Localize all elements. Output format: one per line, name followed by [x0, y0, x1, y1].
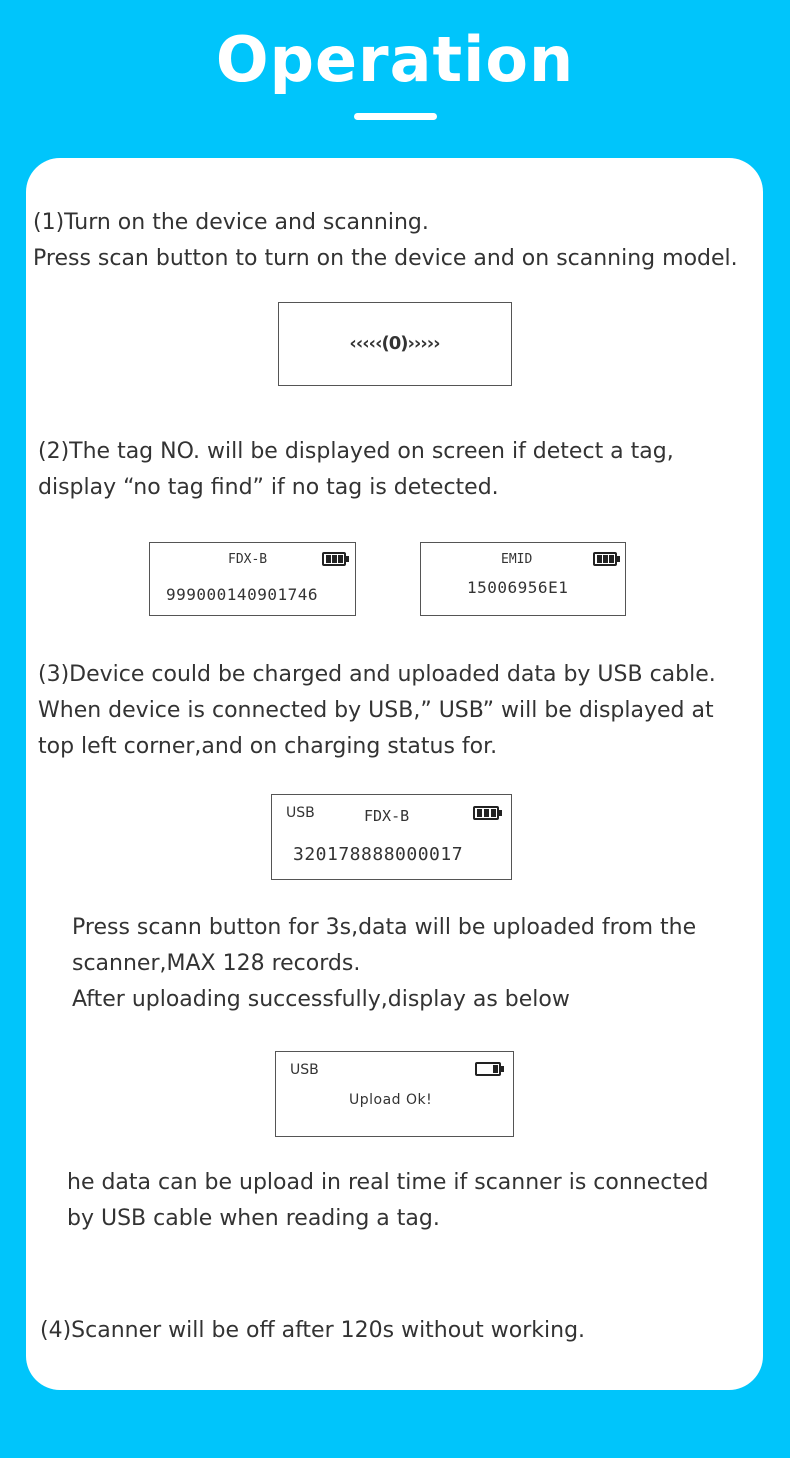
tag-number: 15006956E1	[467, 578, 569, 597]
step2-description: display “no tag find” if no tag is detected.	[38, 475, 499, 500]
tag-type-label: EMID	[501, 552, 533, 567]
upload-ok-screen	[275, 1051, 514, 1137]
scanning-screen	[278, 302, 512, 386]
emid-screen	[420, 542, 626, 616]
step3-description-line2: When device is connected by USB,” USB” will be displayed at	[38, 698, 714, 723]
page-title: Operation	[215, 23, 575, 96]
step4-heading: (4)Scanner will be off after 120s without working.	[40, 1318, 586, 1343]
upload-instructions-line1: Press scann button for 3s,data will be uploaded from the	[72, 915, 697, 940]
upload-status-message: Upload Ok!	[349, 1092, 433, 1108]
tag-number: 999000140901746	[166, 585, 318, 604]
tag-type-label: FDX-B	[364, 807, 410, 825]
battery-icon	[475, 1062, 501, 1076]
tag-number: 320178888000017	[293, 844, 464, 865]
scanning-indicator: ‹‹‹‹‹(0)›››››	[349, 333, 440, 354]
battery-icon	[322, 552, 346, 566]
step1-heading: (1)Turn on the device and scanning.	[33, 210, 429, 235]
usb-fdxb-screen	[271, 794, 512, 880]
step1-description: Press scan button to turn on the device and on scanning model.	[33, 246, 738, 271]
battery-icon	[473, 806, 499, 820]
step3-description-line3: top left corner,and on charging status for.	[38, 734, 498, 759]
usb-label: USB	[286, 805, 315, 821]
usb-label: USB	[290, 1062, 319, 1078]
upload-instructions-line3: After uploading successfully,display as below	[72, 987, 570, 1012]
realtime-upload-line2: by USB cable when reading a tag.	[67, 1206, 440, 1231]
upload-instructions-line2: scanner,MAX 128 records.	[72, 951, 361, 976]
realtime-upload-line1: he data can be upload in real time if scanner is connected	[67, 1170, 709, 1195]
step2-heading: (2)The tag NO. will be displayed on screen if detect a tag,	[38, 439, 674, 464]
step3-heading: (3)Device could be charged and uploaded data by USB cable.	[38, 662, 716, 687]
tag-type-label: FDX-B	[228, 552, 268, 567]
fdxb-screen	[149, 542, 356, 616]
battery-icon	[593, 552, 617, 566]
title-underline	[354, 113, 437, 120]
